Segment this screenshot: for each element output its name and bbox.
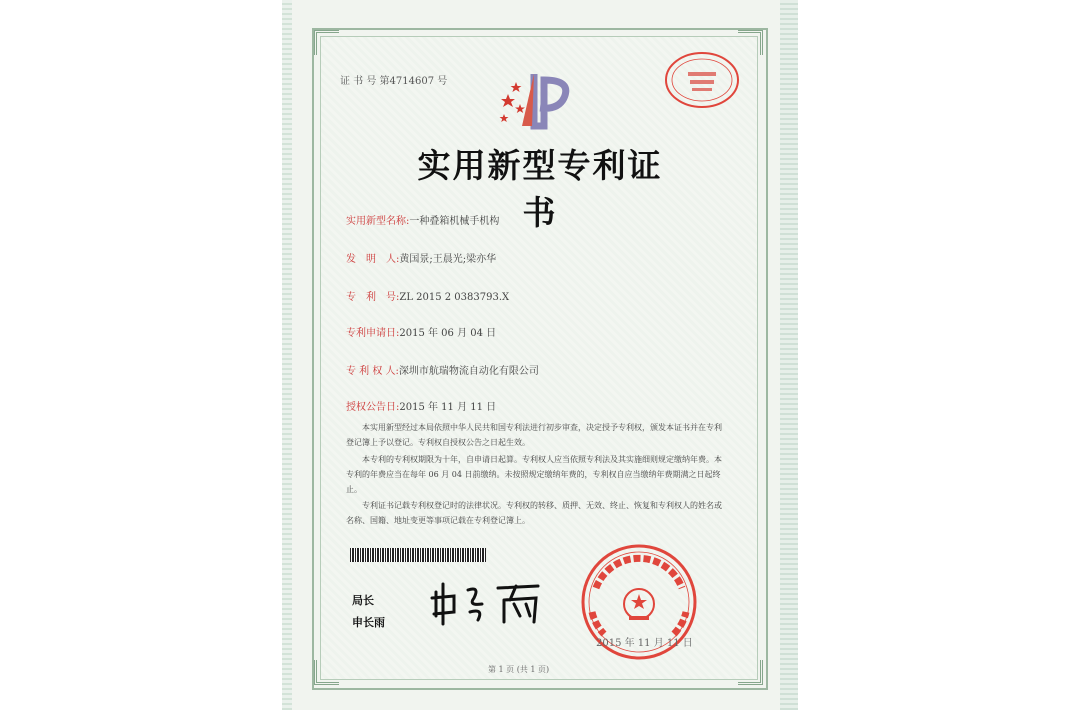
field-patent-number (346, 288, 509, 303)
field-grant-date (346, 398, 496, 413)
barcode (350, 548, 486, 562)
certificate-number: 证 书 号 第4714607 号 (340, 76, 448, 87)
paragraph-legal-status: 专利证书记载专利权登记时的法律状况。专利权的转移、质押、无效、终止、恢复和专利权人的姓名或名称、国籍、地址变更等事项记载在专利登记簿上。 (346, 501, 722, 525)
field-label: 授权公告日: (346, 402, 400, 413)
field-label: 发 明 人: (346, 254, 400, 265)
field-label: 实用新型名称: (346, 216, 410, 227)
field-value: ZL 2015 2 0383793.X (399, 292, 510, 303)
field-application-date (346, 324, 496, 339)
page-indicator: 第 1 页 (共 1 页) (488, 665, 550, 674)
page-title: 实用新型专利证书 (417, 146, 663, 232)
certificate-left-edge (282, 0, 292, 710)
field-value: 深圳市航瑞物流自动化有限公司 (398, 366, 539, 377)
field-utility-model-name (346, 212, 499, 227)
signer-title: 局长 (352, 594, 374, 607)
certificate-right-edge (780, 0, 798, 710)
field-label: 专 利 权 人: (346, 366, 399, 377)
frame-corner-ornament (738, 660, 763, 685)
frame-corner-ornament (314, 660, 339, 685)
seal-date: 2015 年 11 月 11 日 (596, 638, 693, 649)
field-patentee (346, 362, 539, 377)
field-value: 黄国景;王晨光;梁亦华 (399, 254, 497, 265)
field-value: 一种叠箱机械手机构 (409, 216, 500, 227)
paragraph-grant-notice: 本实用新型经过本局依照中华人民共和国专利法进行初步审查，决定授予专利权，颁发本证书并在专利登记簿上予以登记。专利权自授权公告之日起生效。 (346, 423, 722, 447)
frame-corner-ornament (314, 30, 339, 55)
patent-office-logo-icon (494, 70, 580, 130)
field-value: 2015 年 06 月 04 日 (399, 328, 497, 339)
field-label: 专 利 号: (346, 292, 400, 303)
small-seal-icon (662, 50, 742, 110)
handwritten-signature (428, 578, 546, 628)
paragraph-term-and-fees: 本专利的专利权期限为十年，自申请日起算。专利权人应当依照专利法及其实施细则规定缴纳年费。本专利的年费应当在每年 06 月 04 日前缴纳。未按照规定缴纳年费的，专利权自应当缴纳年费期满之日起终止。 (346, 455, 722, 494)
signer-name: 申长雨 (352, 616, 385, 629)
field-value: 2015 年 11 月 11 日 (399, 402, 497, 413)
field-inventors (346, 250, 496, 265)
field-label: 专利申请日: (346, 328, 400, 339)
